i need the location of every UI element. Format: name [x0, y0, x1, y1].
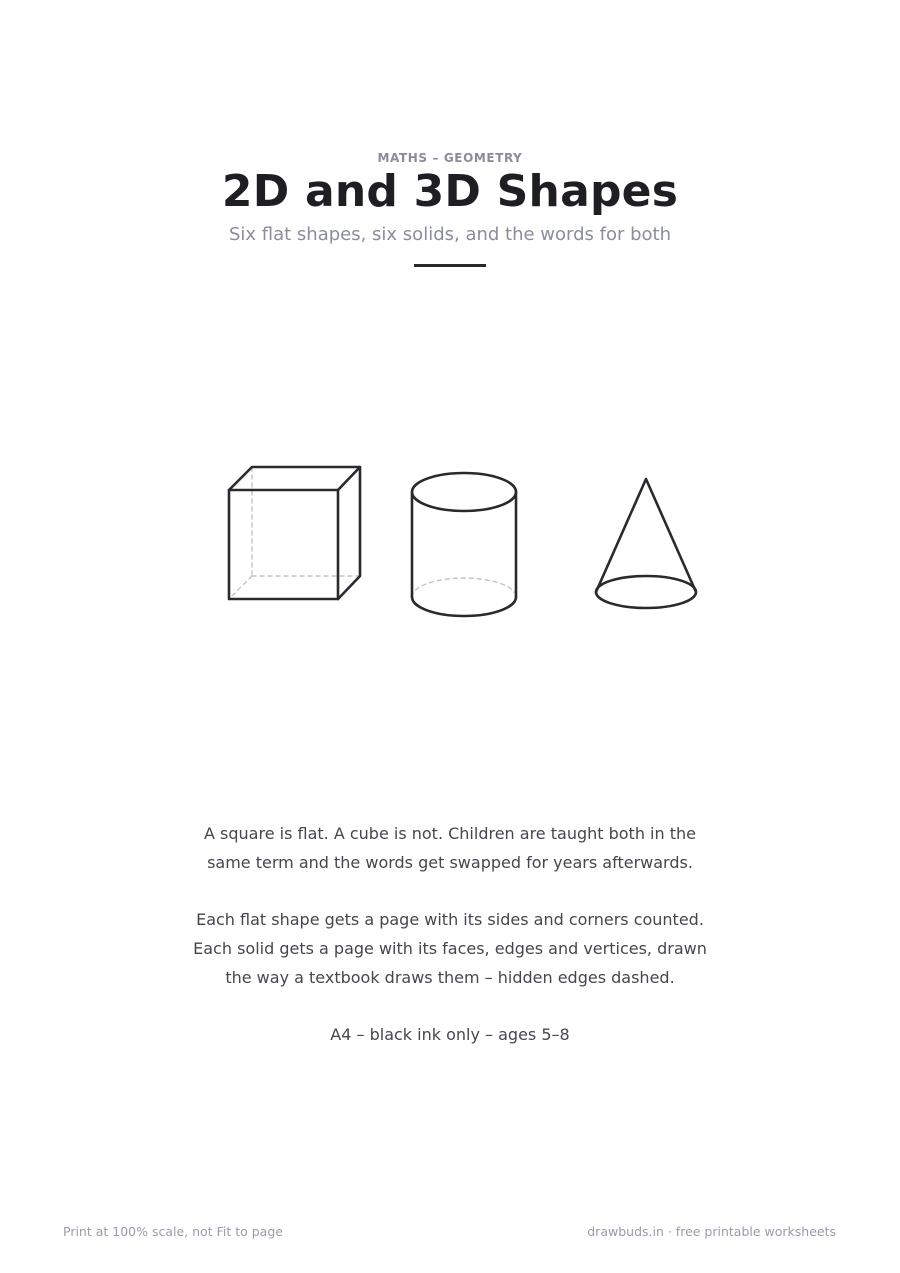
page-subtitle: Six flat shapes, six solids, and the words for both — [228, 224, 672, 245]
cube-icon — [229, 467, 360, 599]
intro-line: A square is flat. A cube is not. Children are taught both in the — [204, 824, 696, 843]
detail-paragraph — [150, 905, 750, 992]
cone-icon — [596, 479, 696, 608]
print-note: Print at 100% scale, not Fit to page — [63, 1224, 283, 1239]
site-credit: drawbuds.in · free printable worksheets — [587, 1224, 836, 1239]
detail-line: Each solid gets a page with its faces, edges and vertices, drawn — [193, 939, 707, 958]
page-title: 2D and 3D Shapes — [221, 166, 679, 217]
detail-line: Each flat shape gets a page with its sides and corners counted. — [196, 910, 704, 929]
subject-label: MATHS – GEOMETRY — [377, 151, 523, 165]
cylinder-icon — [412, 473, 516, 616]
intro-line: same term and the words get swapped for years afterwards. — [207, 853, 693, 872]
print-spec: A4 – black ink only – ages 5–8 — [330, 1025, 570, 1044]
detail-line: the way a textbook draws them – hidden edges dashed. — [225, 968, 675, 987]
intro-paragraph — [150, 819, 750, 877]
